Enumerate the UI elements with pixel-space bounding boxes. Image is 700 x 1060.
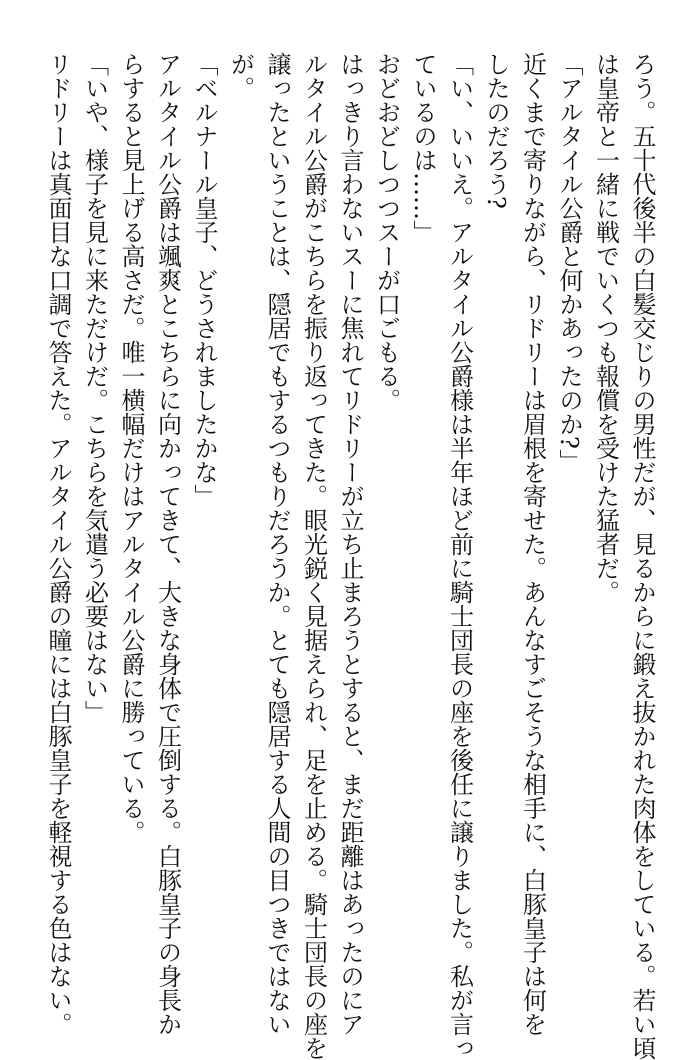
vertical-text-block — [40, 52, 661, 1060]
text-line: ルタイル公爵がこちらを振り返ってきた。眼光鋭く見据えられ、足を止める。騎士団長の座を — [299, 52, 328, 1060]
text-line: したのだろう? — [482, 52, 510, 209]
text-line: アルタイル公爵は颯爽とこちらに向かってきて、大きな身体で圧倒する。白豚皇子の身長か — [153, 52, 182, 1036]
text-line: おどおどしつつスーが口ごもる。 — [372, 52, 401, 412]
text-line: 「いや、様子を見に来ただけだ。こちらを気遣う必要はない」 — [80, 52, 109, 724]
text-line: 「い、いいえ。アルタイル公爵様は半年ほど前に騎士団長の座を後任に譲りました。私が言っ — [445, 52, 474, 1060]
text-line: らすると見上げる高さだ。唯一横幅だけはアルタイル公爵に勝っている。 — [117, 52, 145, 844]
text-line: はっきり言わないスーに焦れてリドリーが立ち止まろうとすると、まだ距離はあったのにア — [336, 52, 364, 1036]
text-line: 譲ったということは、隠居でもするつもりだろうか。とても隠居する人間の目つきではない — [263, 52, 291, 1036]
text-line: 「アルタイル公爵と何かあったのか?」 — [555, 52, 583, 473]
text-line: リドリーは真面目な口調で答えた。アルタイル公爵の瞳には白豚皇子を軽視する色はない。 — [44, 52, 72, 1036]
text-line: 近くまで寄りながら、リドリーは眉根を寄せた。あんなすごそうな相手に、白豚皇子は何を — [518, 52, 547, 1036]
text-line: ろう。五十代後半の白髪交じりの男性だが、見るからに鍛え抜かれた肉体をしている。若い頃 — [628, 52, 656, 1060]
text-line: ているのは……」 — [409, 52, 437, 244]
text-line: が。 — [226, 52, 255, 100]
text-line: 「ベルナール皇子、どうされましたかな」 — [190, 52, 218, 508]
text-line: は皇帝と一緒に戦でいくつも報償を受けた猛者だ。 — [591, 52, 620, 604]
